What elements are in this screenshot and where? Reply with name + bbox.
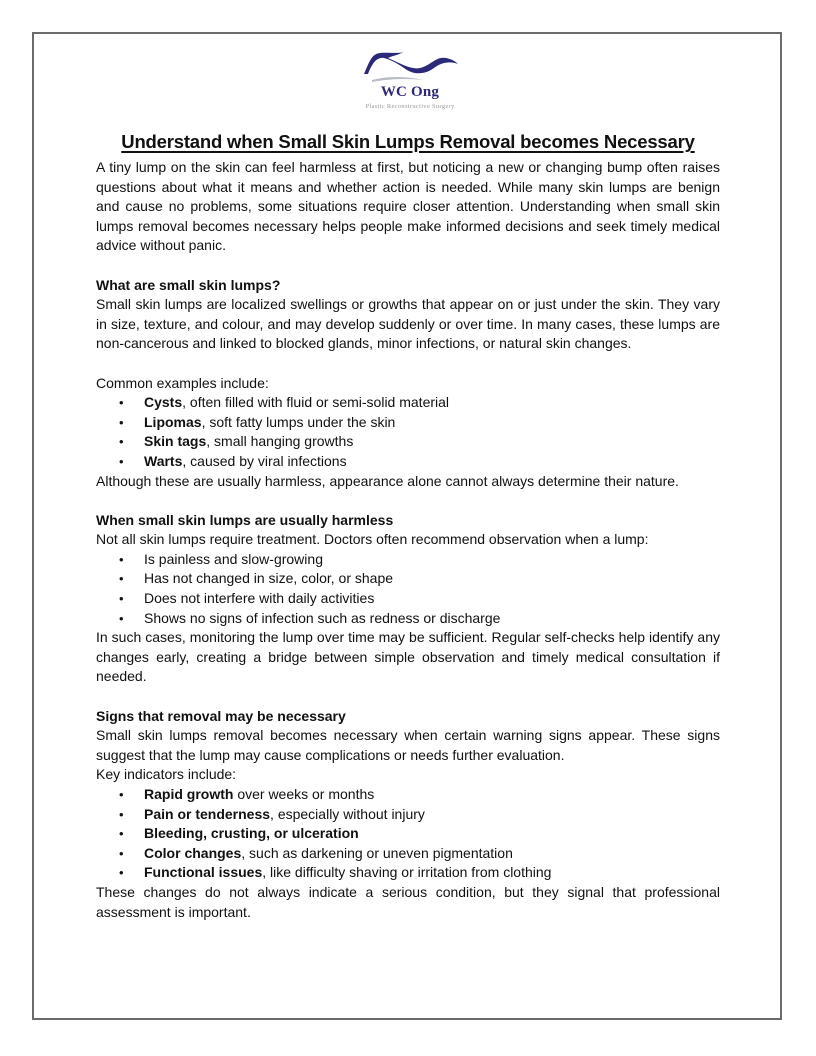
list-item: • Warts, caused by viral infections [96,452,720,472]
bullet-icon: • [119,845,124,861]
list-item: • Color changes, such as darkening or uneven pigmentation [96,844,720,864]
bullet-icon: • [119,591,124,607]
list-item: • Is painless and slow-growing [96,550,720,570]
section-paragraph: Small skin lumps removal becomes necessary when certain warning signs appear. These signs suggest that the lump may cause complications or needs further evaluation. [96,727,720,763]
bullet-icon: • [119,806,124,822]
list-item: • Lipomas, soft fatty lumps under the skin [96,413,720,433]
list-item: • Functional issues, like difficulty shaving or irritation from clothing [96,863,720,883]
logo-wave-icon [358,46,462,86]
list-item: • Has not changed in size, color, or shape [96,569,720,589]
section-closing: Although these are usually harmless, appearance alone cannot always determine their nature. [96,472,679,489]
section-heading: What are small skin lumps? [96,276,281,293]
section-paragraph: Small skin lumps are localized swellings or growths that appear on or just under the skin. They vary in size, texture, and colour, and may develop suddenly or over time. In many cases, these lumps are non-cancerous and linked to blocked glands, minor infections, or natural skin changes. [96,296,720,352]
bullet-icon: • [119,865,124,881]
document-body [96,130,720,922]
list-item: • Rapid growth over weeks or months [96,785,720,805]
list-item: • Shows no signs of infection such as redness or discharge [96,609,720,629]
section-closing: These changes do not always indicate a serious condition, but they signal that professional assessment is important. [96,883,720,920]
logo-name: WC Ong [380,84,440,100]
logo-subtitle: Plastic Reconstructive Surgery [365,103,455,110]
list-item: • Bleeding, crusting, or ulceration [96,824,720,844]
intro-paragraph: A tiny lump on the skin can feel harmless at first, but noticing a new or changing bump often raises questions about what it means and whether action is needed. While many skin lumps are benign and cause no problems, some situations require closer attention. Understanding when small skin lumps removal becomes necessary helps people make informed decisions and seek timely medical advice without panic. [96,159,720,254]
bullet-icon: • [119,434,124,450]
list-item: • Skin tags, small hanging growths [96,432,720,452]
bullet-icon: • [119,414,124,430]
bullet-icon: • [119,453,124,469]
list-item: • Pain or tenderness, especially without injury [96,805,720,825]
list-intro: Common examples include: [96,374,269,391]
bullet-icon: • [119,395,124,411]
bullet-icon: • [119,610,124,626]
bullet-icon: • [119,787,124,802]
list-intro: Key indicators include: [96,766,237,783]
section-heading: When small skin lumps are usually harmless [96,511,394,528]
bullet-icon: • [119,571,124,587]
section-heading: Signs that removal may be necessary [96,707,346,724]
section-closing: In such cases, monitoring the lump over time may be sufficient. Regular self-checks help identify any changes early, creating a bridge between simple observation and timely medical consultation if needed. [96,629,720,685]
bullet-icon: • [119,826,124,842]
list-intro: Not all skin lumps require treatment. Doctors often recommend observation when a lump: [96,531,649,548]
list-item: • Does not interfere with daily activities [96,589,720,609]
examples-list [96,393,720,471]
bullet-icon: • [119,551,124,567]
list-item: • Cysts, often filled with fluid or semi-solid material [96,393,720,413]
page-title: Understand when Small Skin Lumps Removal becomes Necessary [121,131,695,152]
logo [340,44,480,116]
warning-signs-list [96,785,720,883]
harmless-criteria-list [96,550,720,628]
